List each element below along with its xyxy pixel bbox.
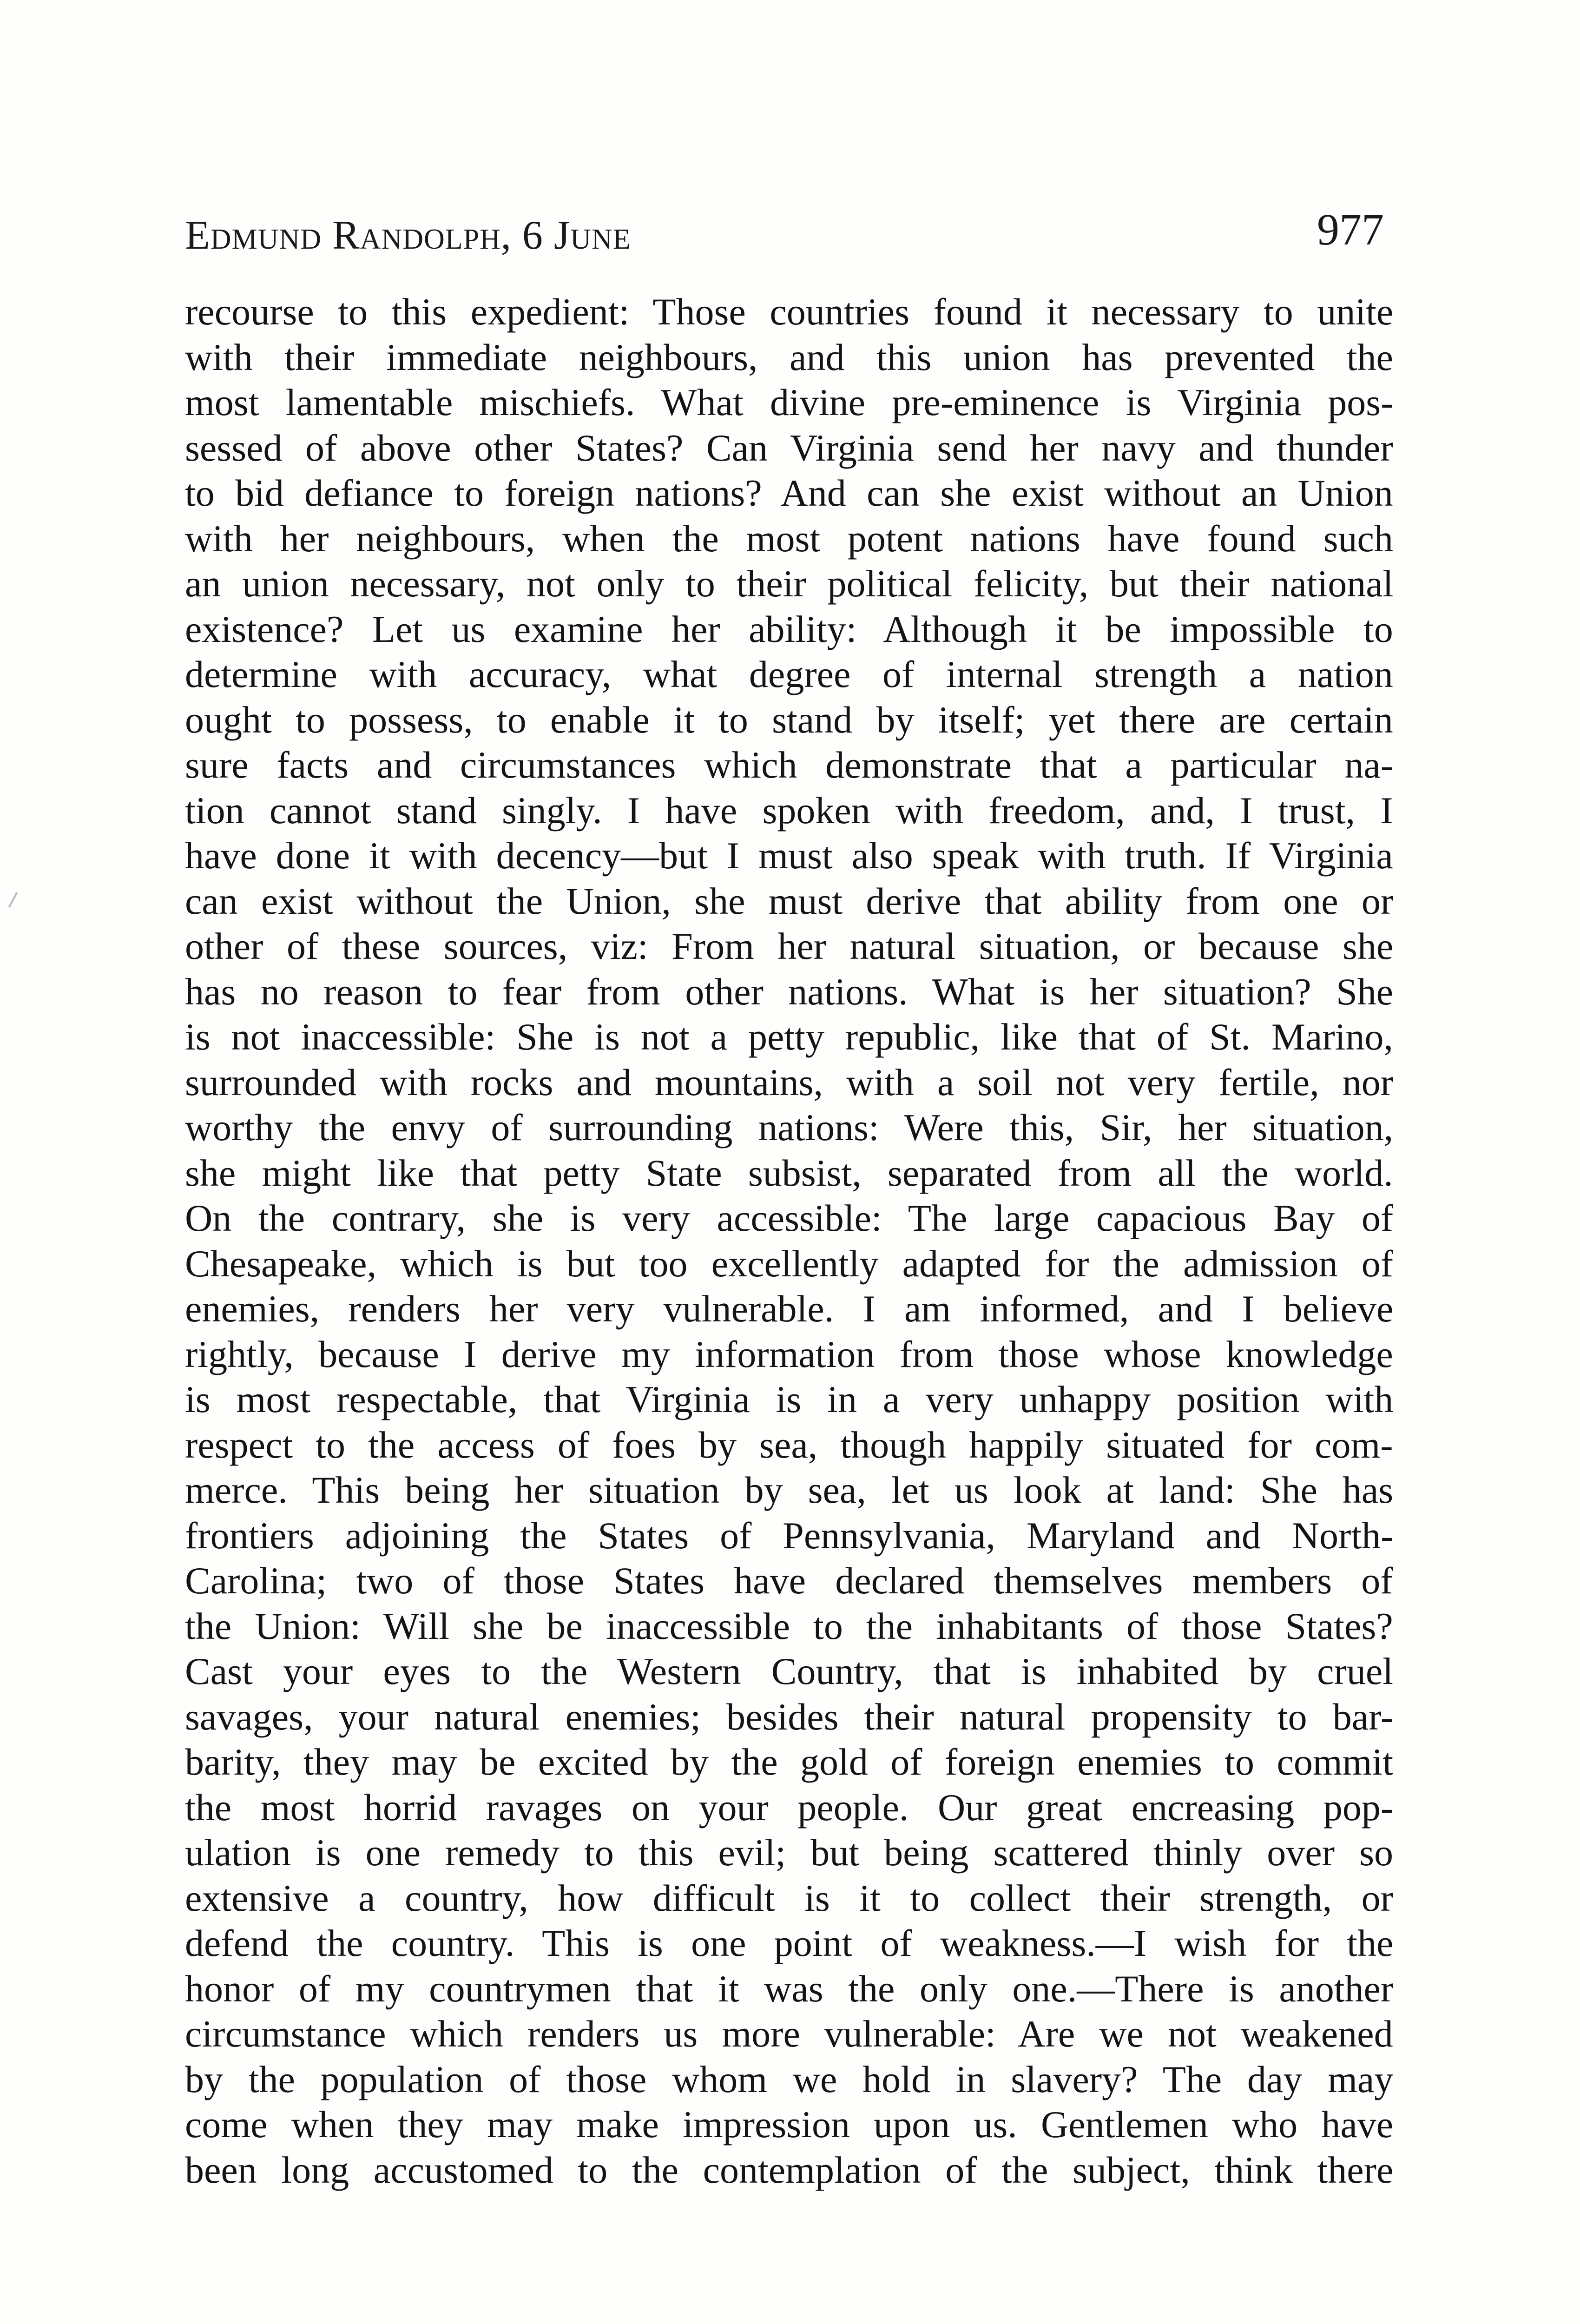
text-line: to bid defiance to foreign nations? And can she exist without an Union xyxy=(185,472,1393,514)
running-title: Edmund Randolph, 6 June xyxy=(185,213,631,258)
text-line: an union necessary, not only to their political felicity, but their national xyxy=(185,562,1393,605)
text-line: have done it with decency—but I must also speak with truth. If Virginia xyxy=(185,834,1393,877)
text-line: ought to possess, to enable it to stand by itself; yet there are certain xyxy=(185,698,1393,741)
text-line: with their immediate neighbours, and this union has prevented the xyxy=(185,336,1393,378)
text-line: can exist without the Union, she must derive that ability from one or xyxy=(185,879,1393,922)
text-line: defend the country. This is one point of weakness.—I wish for the xyxy=(185,1922,1393,1964)
text-line: existence? Let us examine her ability: Although it be impossible to xyxy=(185,607,1393,650)
text-line: savages, your natural enemies; besides their natural propensity to bar- xyxy=(185,1695,1393,1738)
text-line: frontiers adjoining the States of Pennsylvania, Maryland and North- xyxy=(185,1514,1393,1557)
text-line: honor of my countrymen that it was the only one.—There is another xyxy=(185,1967,1393,2010)
margin-mark xyxy=(8,892,18,908)
text-line: with her neighbours, when the most potent nations have found such xyxy=(185,517,1393,560)
text-line: the most horrid ravages on your people. Our great encreasing pop- xyxy=(185,1786,1393,1829)
text-line: sure facts and circumstances which demonstrate that a particular na- xyxy=(185,744,1393,786)
text-line: Chesapeake, which is but too excellently adapted for the admission of xyxy=(185,1242,1393,1285)
text-line: is not inaccessible: She is not a petty republic, like that of St. Marino, xyxy=(185,1016,1393,1058)
text-line: has no reason to fear from other nations. What is her situation? She xyxy=(185,970,1393,1013)
text-line: come when they may make impression upon us. Gentlemen who have xyxy=(185,2103,1393,2146)
page-number: 977 xyxy=(1317,205,1384,254)
text-line: by the population of those whom we hold in slavery? The day may xyxy=(185,2058,1393,2100)
text-line: enemies, renders her very vulnerable. I am informed, and I believe xyxy=(185,1287,1393,1330)
text-line: Carolina; two of those States have declared themselves members of xyxy=(185,1559,1393,1602)
text-line: she might like that petty State subsist, separated from all the world. xyxy=(185,1151,1393,1194)
text-line: merce. This being her situation by sea, let us look at land: She has xyxy=(185,1469,1393,1511)
text-line: sessed of above other States? Can Virginia send her navy and thunder xyxy=(185,426,1393,469)
text-line: respect to the access of foes by sea, though happily situated for com- xyxy=(185,1423,1393,1466)
text-line: circumstance which renders us more vulnerable: Are we not weakened xyxy=(185,2013,1393,2055)
text-line: surrounded with rocks and mountains, with a soil not very fertile, nor xyxy=(185,1061,1393,1103)
body-text xyxy=(185,289,1393,2192)
running-head xyxy=(185,204,1384,259)
text-line: other of these sources, viz: From her natural situation, or because she xyxy=(185,925,1393,967)
text-line: recourse to this expedient: Those countries found it necessary to unite xyxy=(185,290,1393,333)
text-line: worthy the envy of surrounding nations: Were this, Sir, her situation, xyxy=(185,1106,1393,1149)
text-line: Cast your eyes to the Western Country, that is inhabited by cruel xyxy=(185,1650,1393,1692)
text-line: the Union: Will she be inaccessible to the inhabitants of those States? xyxy=(185,1604,1393,1647)
text-line: ulation is one remedy to this evil; but being scattered thinly over so xyxy=(185,1831,1393,1874)
text-line: been long accustomed to the contemplation of the subject, think there xyxy=(185,2148,1393,2191)
text-line: tion cannot stand singly. I have spoken with freedom, and, I trust, I xyxy=(185,789,1393,832)
text-line: determine with accuracy, what degree of internal strength a nation xyxy=(185,653,1393,695)
text-line: extensive a country, how difficult is it to collect their strength, or xyxy=(185,1876,1393,1919)
text-line: rightly, because I derive my information from those whose knowledge xyxy=(185,1333,1393,1375)
text-line: is most respectable, that Virginia is in a very unhappy position with xyxy=(185,1378,1393,1420)
text-line: On the contrary, she is very accessible: The large capacious Bay of xyxy=(185,1197,1393,1239)
text-line: barity, they may be excited by the gold of foreign enemies to commit xyxy=(185,1741,1393,1783)
text-line: most lamentable mischiefs. What divine pre-eminence is Virginia pos- xyxy=(185,381,1393,423)
